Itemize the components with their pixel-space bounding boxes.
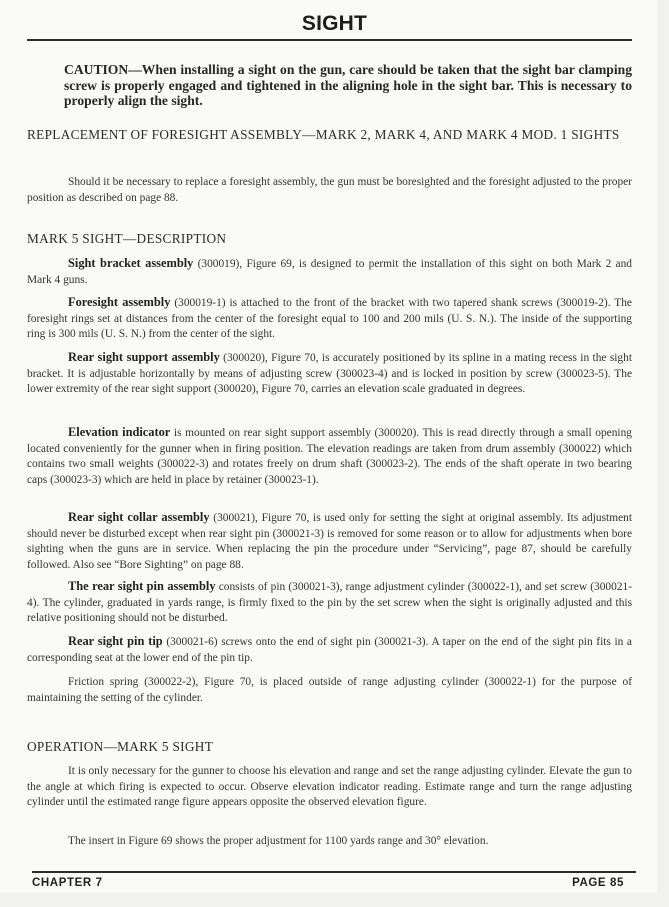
paragraph-operation <box>27 764 632 811</box>
paragraph-text: The insert in Figure 69 shows the proper adjustment for 1100 yards range and 30° elevation. <box>68 835 489 847</box>
section-heading-foresight-replacement: REPLACEMENT OF FORESIGHT ASSEMBLY—MARK 2, MARK 4, AND MARK 4 MOD. 1 SIGHTS <box>27 127 620 142</box>
paragraph-lead: The rear sight pin assembly <box>68 579 216 593</box>
page-title: SIGHT <box>301 12 368 35</box>
paragraph-text: consists of pin (300021-3), range adjustment cylinder (300022-1), and set screw (300021-4). The cylinder, graduated in yards range, is firmly fixed to the pin by the set screw when the sight is originally adjusted and this relative positioning should not be disturbed. <box>27 581 632 625</box>
paragraph-friction-spring <box>27 675 632 706</box>
paragraph-rear-sight-pin-assembly <box>27 579 632 627</box>
paragraph-lead: Elevation indicator <box>68 425 171 439</box>
paragraph-rear-sight-collar <box>27 510 632 573</box>
paragraph-lead: Foresight assembly <box>68 295 171 309</box>
section-heading-mark5-description: MARK 5 SIGHT—DESCRIPTION <box>27 231 227 246</box>
paragraph-text: (300019), Figure 69, is designed to permit the installation of this sight on both Mark 2 and Mark 4 guns. <box>27 258 632 286</box>
caution-note: CAUTION—When installing a sight on the gun, care should be taken that the sight bar clamping screw is properly engaged and tightened in the aligning hole in the sight bar. This is necessary to properly align the sight. <box>64 62 632 109</box>
paragraph-lead: Rear sight collar assembly <box>68 510 210 524</box>
chapter-label: CHAPTER 7 <box>32 877 103 889</box>
paragraph-text: is mounted on rear sight support assembly (300020). This is read directly through a small opening located conveniently for the gunner when in firing position. The elevation readings are taken from drum assembly (300022) which contains two small weights (300022-3) and rotates freely on drum shaft (300023-2). The ends of the shaft operate in two bearing caps (300023-3) which are held in place by retainer (300023-1). <box>27 427 632 486</box>
paragraph-rear-sight-pin-tip <box>27 634 632 666</box>
paragraph-text: (300020), Figure 70, is accurately positioned by its spline in a mating recess in the sight bracket. It is adjustable horizontally by means of adjusting screw (300023-4) and is locked in position by screw (300023-5). The lower extremity of the rear sight support (300020), Figure 70, carries an elevation scale graduated in degrees. <box>27 352 632 396</box>
paragraph-foresight-replacement <box>27 175 632 206</box>
header-rule <box>27 39 632 41</box>
paragraph-text: (300021), Figure 70, is used only for setting the sight at original assembly. Its adjustment should never be disturbed except when rear sight pin (300021-3) is removed for some reason or to allow for adjustments when bore sighting when the guns are in service. When replacing the pin the procedure under “Servicing”, page 87, should be carefully followed. Also see “Bore Sighting” on page 88. <box>27 512 632 571</box>
paragraph-lead: Rear sight pin tip <box>68 634 163 648</box>
section-heading-operation: OPERATION—MARK 5 SIGHT <box>27 739 214 754</box>
footer-rule <box>32 871 636 873</box>
paragraph-text: Friction spring (300022-2), Figure 70, is placed outside of range adjusting cylinder (300022-1) for the purpose of maintaining the setting of the cylinder. <box>27 676 632 704</box>
paragraph-rear-sight-support <box>27 350 632 398</box>
paragraph-lead: Rear sight support assembly <box>68 350 220 364</box>
paragraph-text: Should it be necessary to replace a foresight assembly, the gun must be boresighted and the foresight adjusted to the proper position as described on page 88. <box>27 176 632 204</box>
page-number: PAGE 85 <box>572 877 624 889</box>
paragraph-text: (300019-1) is attached to the front of the bracket with two tapered shank screws (300019-2). The foresight rings set at distances from the center of the foresight equal to 100 and 200 mils (U. S. N.). The inside of the supporting ring is 300 mils (U. S. N.) from the center of the sight. <box>27 297 632 341</box>
paragraph-text: It is only necessary for the gunner to choose his elevation and range and set the range adjusting cylinder. Elevate the gun to the angle at which firing is expected to occur. Observe elevation indicator reading. Estimate range and turn the range adjusting cylinder until the estimated range figure appears opposite the observed elevation figure. <box>27 765 632 809</box>
paragraph-figure-insert <box>27 834 632 850</box>
paragraph-lead: Sight bracket assembly <box>68 256 194 270</box>
paragraph-elevation-indicator <box>27 425 632 488</box>
paragraph-foresight-assembly <box>27 295 632 343</box>
paragraph-sight-bracket <box>27 256 632 288</box>
paragraph-text: (300021-6) screws onto the end of sight pin (300021-3). A taper on the end of the sight pin fits in a corresponding seat at the lower end of the pin tip. <box>27 636 632 664</box>
